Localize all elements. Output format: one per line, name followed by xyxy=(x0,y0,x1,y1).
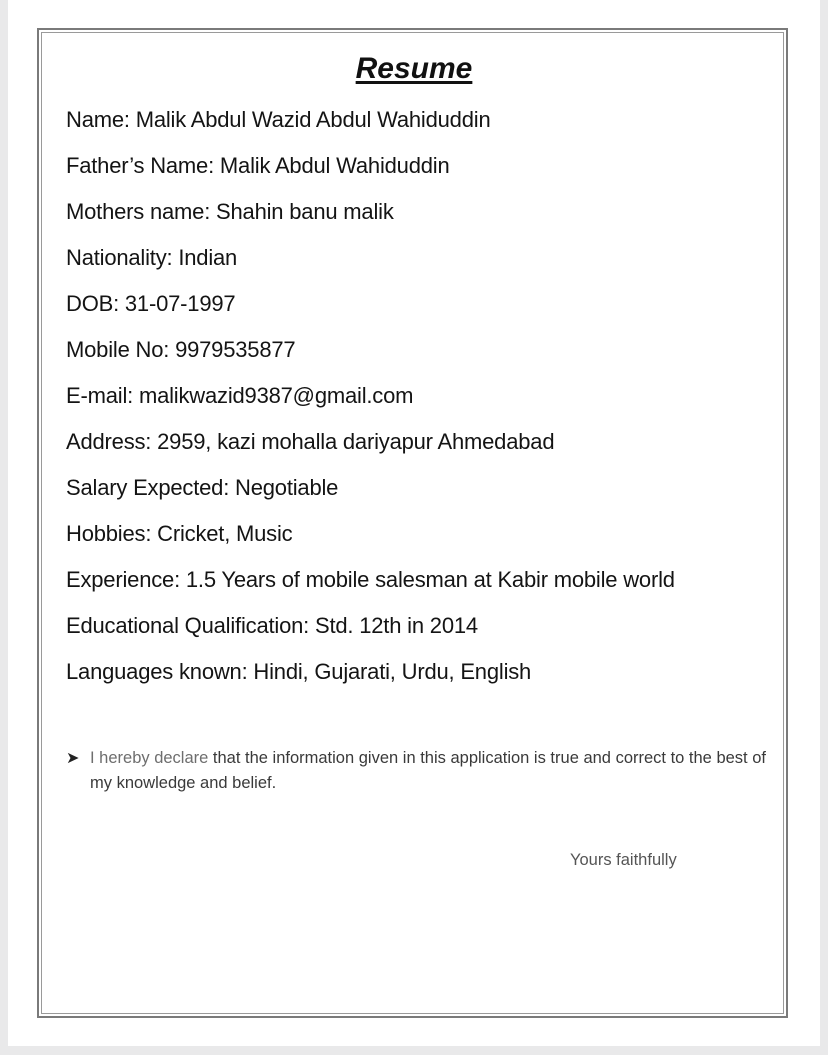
closing-salutation: Yours faithfully xyxy=(570,851,677,869)
field-experience: Experience: 1.5 Years of mobile salesman at Kabir mobile world xyxy=(66,567,675,592)
field-address: Address: 2959, kazi mohalla dariyapur Ahmedabad xyxy=(66,429,555,454)
field-education: Educational Qualification: Std. 12th in 2014 xyxy=(66,613,478,638)
field-nationality: Nationality: Indian xyxy=(66,245,238,270)
resume-page xyxy=(8,0,820,1046)
field-hobbies: Hobbies: Cricket, Music xyxy=(66,521,293,546)
field-dob: DOB: 31-07-1997 xyxy=(66,291,236,316)
field-mobile: Mobile No: 9979535877 xyxy=(66,337,296,362)
field-salary-expected: Salary Expected: Negotiable xyxy=(66,475,339,500)
personal-details-list xyxy=(66,104,786,702)
field-languages: Languages known: Hindi, Gujarati, Urdu, English xyxy=(66,659,532,684)
field-name: Name: Malik Abdul Wazid Abdul Wahiduddin xyxy=(66,107,491,132)
field-fathers-name: Father’s Name: Malik Abdul Wahiduddin xyxy=(66,153,450,178)
declaration-text xyxy=(90,746,792,796)
arrow-bullet-icon: ➤ xyxy=(66,750,80,767)
declaration xyxy=(66,746,792,796)
declaration-rest: that the information given in this application is true and correct to the best of my knowledge and belief. xyxy=(90,749,766,792)
field-email: E-mail: malikwazid9387@gmail.com xyxy=(66,383,414,408)
field-mothers-name: Mothers name: Shahin banu malik xyxy=(66,199,394,224)
declaration-lead: I hereby declare xyxy=(90,749,209,767)
resume-title: Resume xyxy=(355,52,473,85)
